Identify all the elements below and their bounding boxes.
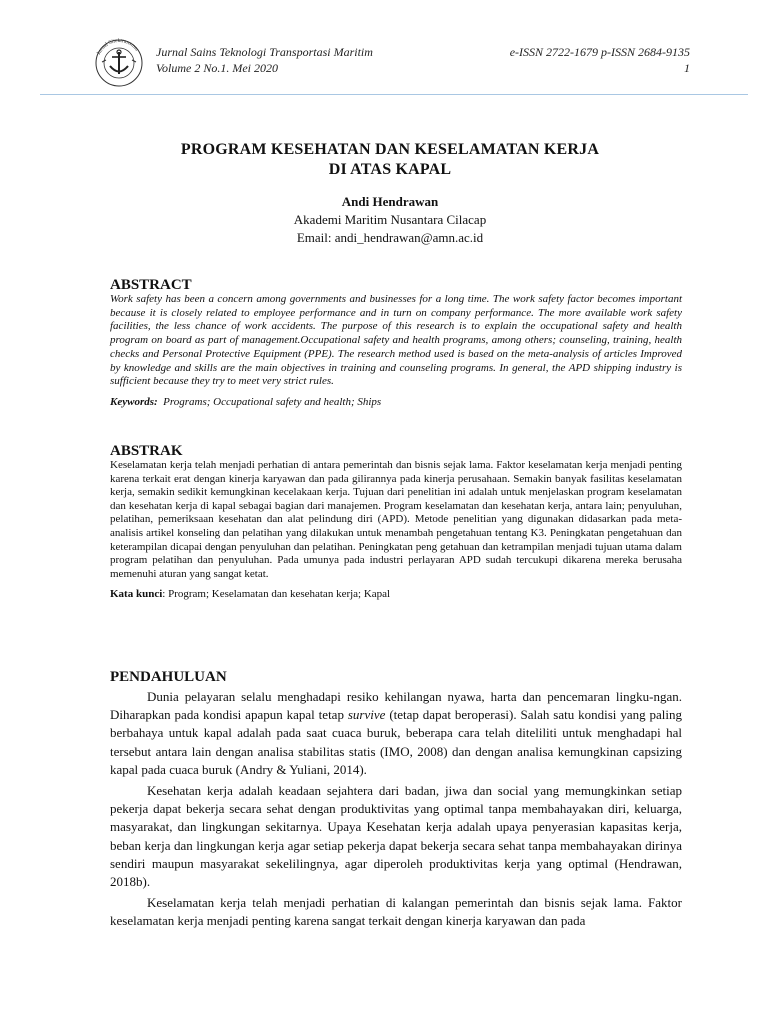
page-number: 1 <box>684 61 690 75</box>
paragraph-1-part-a: Dunia pelayaran selalu menghadapi resiko kehilangan nyawa, harta dan pencemaran lingku-ngan. Diharapkan pada kondisi apapun kapal tetap <box>110 689 682 723</box>
article-title <box>110 140 670 180</box>
paragraph-1 <box>110 688 682 779</box>
pendahuluan-section <box>110 669 682 931</box>
keywords-label: Keywords: <box>110 395 158 408</box>
abstrak-text: Keselamatan kerja telah menjadi perhatian di antara pemerintah dan bisnis sejak lama. Faktor keselamatan kerja menjadi penting karena terkait erat dengan kinerja karyawan dan pada gilirannya pada kinerja perusahaan. Semakin banyak fasilitas keselamatan kerja, semakin sedikit kemungkinan kecelakaan kerja. Tujuan dari penelitian ini adalah untuk menjelaskan program keselamatan dan kesehatan kerja di kapal sebagai bagian dari manajemen. Program keselamatan dan kesehatan kerja, antara lain; penyuluhan, pelatihan, pemeriksaan kesehatan dan alat pelindung diri (APD). Metode penelitian yang digunakan didasarkan pada meta-analisis artikel konseling dan pelatihan yang dilakukan untuk menambah pengetahuan tentang K3. Peningkatan pengetahuan dan keterampilan dicapai dengan penyuluhan dan pelatihan. Peningkatan peng getahuan dan ketrampilan menjadi tujuan utama dalam program pelatihan dan penyuluhan. Pada umunya pada industri perlayaran APD sudah tercukupi dikarena mereka berusaha memenuhi aturan yang sangat ketat. <box>110 459 682 580</box>
title-line-1: PROGRAM KESEHATAN DAN KESELAMATAN KERJA <box>180 141 600 158</box>
issn-info <box>510 44 690 76</box>
page-header <box>90 38 690 88</box>
keywords-value: Programs; Occupational safety and health; Ships <box>163 395 382 408</box>
paragraph-3: Keselamatan kerja telah menjadi perhatian di kalangan pemerintah dan bisnis sejak lama. Faktor keselamatan kerja menjadi penting karena sangat terkait dengan kinerja karyawan dan pada <box>110 895 682 929</box>
journal-volume: Volume 2 No.1. Mei 2020 <box>156 61 278 75</box>
survive-term: survive <box>347 707 386 723</box>
header-divider <box>40 94 748 95</box>
logo-text: Jurnal Sitektransmar <box>95 38 140 56</box>
abstract-keywords <box>110 395 682 409</box>
journal-info <box>156 44 373 76</box>
author-block <box>110 193 670 247</box>
issn-numbers: e-ISSN 2722-1679 p-ISSN 2684-9135 <box>509 45 690 59</box>
journal-name: Jurnal Sains Teknologi Transportasi Maritim <box>156 45 373 59</box>
kata-kunci-value: : Program; Keselamatan dan kesehatan kerja; Kapal <box>162 588 391 601</box>
abstrak-keywords <box>110 587 682 601</box>
abstrak-section <box>110 443 682 601</box>
paragraph-1-part-b: (tetap dapat beroperasi). Salah satu kondisi yang paling berbahaya untuk kapal adalah pada saat cuaca buruk, beberapa cara telah diteliliti untuk menghadapi hal tersebut antara lain dengan analisa stabilitas statis (IMO, 2008) dan dengan analisa kemungkinan capsizing kapal pada cuaca buruk (Andry & Yuliani, 2014). <box>110 707 682 777</box>
kata-kunci-label: Kata kunci <box>110 588 163 601</box>
journal-logo <box>90 38 148 88</box>
title-line-2: DI ATAS KAPAL <box>328 161 452 178</box>
author-name: Andi Hendrawan <box>341 194 439 209</box>
author-email: Email: andi_hendrawan@amn.ac.id <box>296 230 484 245</box>
abstract-section <box>110 277 682 409</box>
author-affiliation: Akademi Maritim Nusantara Cilacap <box>293 212 487 227</box>
abstrak-heading: ABSTRAK <box>110 443 183 459</box>
abstract-text: Work safety has been a concern among governments and businesses for a long time. The work safety factor becomes important because it is closely related to employee performance and in turn on company performance. The more available work safety facilities, the less chance of work accidents. The purpose of this research is to explain the occupational safety and health program on board as part of management.Occupational safety and health programs, among others; counseling, training, health checks and Personal Protective Equipment (PPE). The research method used is based on the meta-analysis of articles Improved by knowledge and skills are the main objectives in training and counseling programs. In general, the APD shipping industry is sufficient because they try to meet very strict rules. <box>110 293 682 388</box>
paragraph-2: Kesehatan kerja adalah keadaan sejahtera dari badan, jiwa dan social yang memungkinkan setiap pekerja dapat bekerja secara sehat dengan produktivitas yang optimal tanpa membahayakan diri, keluarga, masyarakat, dan lingkungan sekitarnya. Upaya Kesehatan kerja adalah upaya penyerasian kapasitas kerja, beban kerja dan lingkungan kerja agar setiap pekerja dapat bekerja secara sehat tanpa membahayakan dirinya sendiri maupun masyarakat sekelilingnya, agar diperoleh produktivitas kerja yang optimal (Hendrawan, 2018b). <box>110 783 682 890</box>
pendahuluan-heading: PENDAHULUAN <box>110 669 227 685</box>
abstract-heading: ABSTRACT <box>110 277 192 293</box>
